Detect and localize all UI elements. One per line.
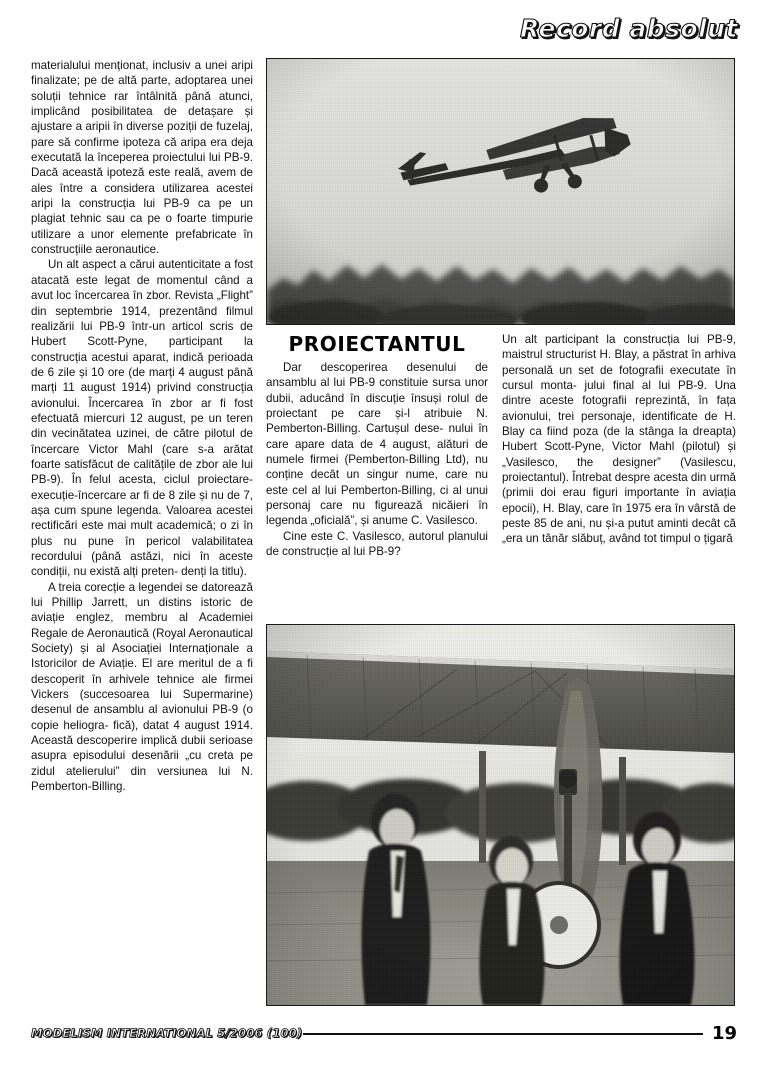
paragraph: Un alt participant la construcția lui PB-9, maistrul structurist H. Blay, a păstrat în arhiva personală un set de fotografii executate în cursul monta- jului final al lui PB-9. Una dintre aceste fotografii reprezintă, în fața avionului, trei personaje, identificate de H. Blay ca fiind poza (de la stânga la dreapta) Hubert Scott-Pyne, Victor Mahl (pilotul) și „Vasilesco, the designer” (Vasilescu, proiectantul). Întrebat despre acesta din urmă (primii doi erau figuri importante în aviația epocii), H. Blay, care în 1975 era în vârstă de peste 85 de ani, nu și-a putut aminti decât că „era un tânăr slăbuț, având tot timpul o țigară: [502, 333, 736, 546]
paragraph: Dar descoperirea desenului de ansamblu al lui PB-9 constituie sursa unor dubii, aducând în discuție însuși rolul de proiectant pe care și-l atribuie N. Pemberton-Billing. Cartușul dese- nului în care apare data de 4 august, alături de numele firmei (Pemberton-Billing Ltd), nu conține decât un singur nume, care nu este cel al lui Pemberton-Billing, ci al unui personaj care nu figurează nicăieri în legenda „oficială”, și anume C. Vasilesco.: [266, 361, 488, 528]
body-text-left-column: [31, 58, 253, 795]
section-heading-proiectantul: PROIECTANTUL: [288, 332, 466, 356]
footer-page-number: 19: [711, 1022, 737, 1044]
paragraph: materialului menționat, inclusiv a unei aripi finalizate; pe de altă parte, adoptarea unei soluții tehnice rar întâlnită până atunci, implicând posibilitatea de detașare și ajustare a aripii în diverse poziții de fuzelaj, pare să confirme ipoteza că aripa era deja executată la începerea proiectului lui PB-9. Dacă această ipoteză este reală, avem de ales între a considera utilizarea acestei aripi la construcția lui PB-9 ca pe un plagiat tehnic sau ca pe o foarte timpurie utilizare a unor elemente prefabricate în construcțiile aeronautice.: [31, 59, 253, 257]
page-footer: [31, 1022, 737, 1044]
paragraph: A treia corecție a legendei se datorează lui Phillip Jarrett, un distins istoric de aviație englez, membru al Academiei Regale de Aeronautică (Royal Aeronautical Society) și al Asociației Internaționale a Istoricilor de Aviație. El are meritul de a fi descoperit în arhivele tehnice ale firmei Vickers (succesoarea lui Supermarine) desenul de ansamblu al avionului PB-9 (o copie heliogra- fică), datat 4 august 1914. Această descoperire implică dubii serioase asupra episodului desenării „cu creta pe zidul atelierului” din versiunea lui N. Pemberton-Billing.: [31, 580, 253, 794]
page-masthead-title: Record absolut: [519, 14, 738, 43]
paragraph: Cine este C. Vasilesco, autorul planului de construcție al lui PB-9?: [266, 529, 488, 559]
footer-publication-title: MODELISM INTERNATIONAL 5/2006 (100): [31, 1026, 303, 1040]
body-text-middle-column: [266, 360, 488, 559]
crew-in-front-of-aircraft-photo: [266, 624, 735, 1006]
monoplane-in-flight-photo: [266, 58, 735, 325]
footer-divider-rule: [303, 1033, 703, 1036]
paragraph: Un alt aspect a cărui autenticitate a fost atacată este legat de momentul când a avut loc încercarea în zbor. Revista „Flight” din septembrie 1914, prezentând filmul realizării lui PB-9 într-un articol scris de Hubert Scott-Pyne, participant la construcția acestui aparat, indică perioada de 6 zile și 10 ore (de marți 4 august până marți 11 august 1914) privind construcția avionului. Încercarea în zbor ar fi fost efectuată miercuri 12 august, pe un teren din vecinătatea uzinei, de către pilotul de încercare Victor Mahl (care s-a arătat foarte satisfăcut de calitățile de zbor ale lui PB-9). În felul acesta, ciclul proiectare-execuție-încercare ar fi de 8 zile și nu de 7, așa cum spune legenda. Valoarea acestei rectificări este mai mult academică; o zi în plus nu pune în pericol valabilitatea recordului (până astăzi, nici în aceste condiții, nu există alți preten- denți la titlu).: [31, 258, 253, 579]
body-text-right-column: [502, 332, 736, 547]
crew-photo-graphic: [267, 625, 734, 1005]
monoplane-photo-graphic: [267, 59, 734, 324]
